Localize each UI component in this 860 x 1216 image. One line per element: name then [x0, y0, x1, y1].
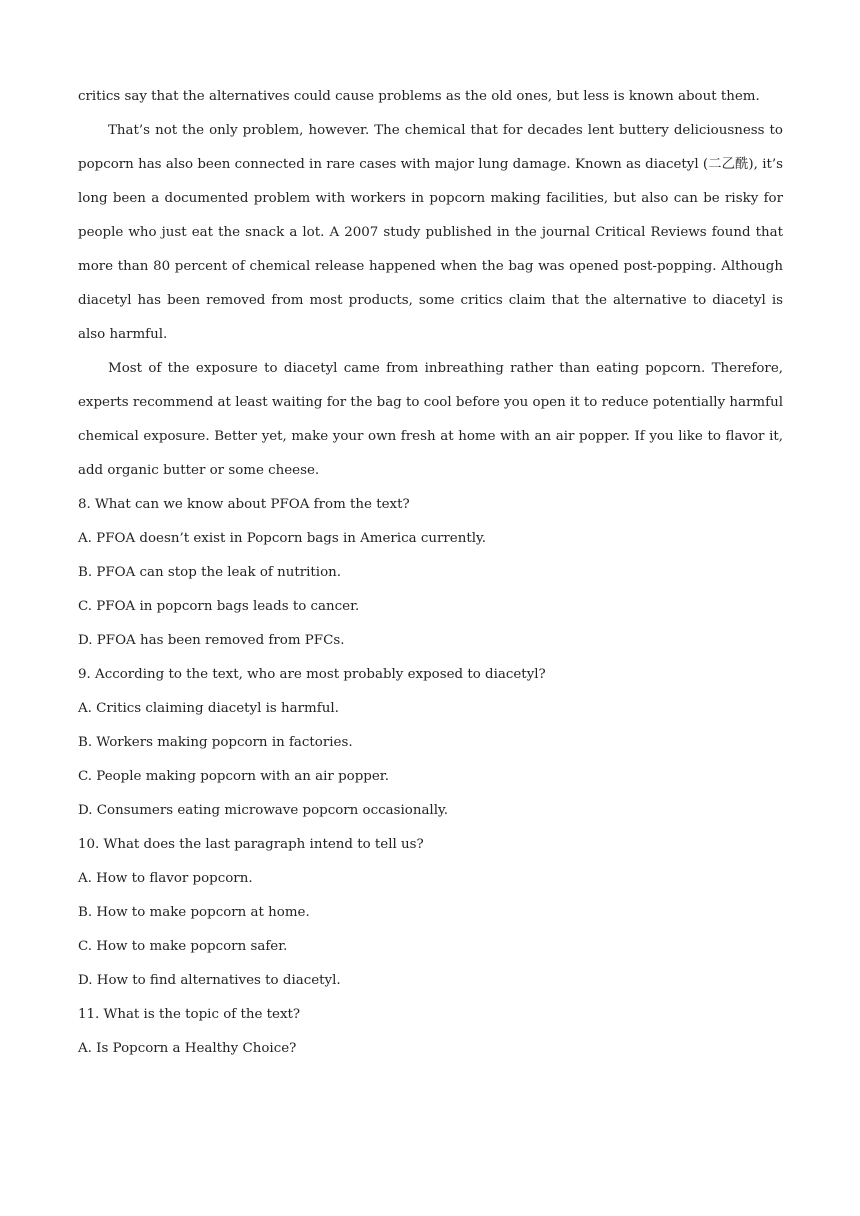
question-8-option-c: C. PFOA in popcorn bags leads to cancer. [78, 599, 360, 614]
question-9-option-d: D. Consumers eating microwave popcorn occasionally. [78, 803, 449, 818]
question-10-option-b: B. How to make popcorn at home. [78, 905, 310, 920]
question-10-option-d: D. How to find alternatives to diacetyl. [78, 973, 341, 988]
page-content [78, 80, 783, 1066]
passage-paragraph-2: That’s not the only problem, however. The chemical that for decades lent buttery deliciousness to popcorn has also been connected in rare cases with major lung damage. Known as diacetyl (二乙酰), it’s long been a documented problem with workers in popcorn making facilities, but also can be risky for people who just eat the snack a lot. A 2007 study published in the journal Critical Reviews found that more than 80 percent of chemical release happened when the bag was opened post-popping. Although diacetyl has been removed from most products, some critics claim that the alternative to diacetyl is also harmful. [78, 123, 783, 342]
question-9-option-b: B. Workers making popcorn in factories. [78, 735, 353, 750]
question-8: 8. What can we know about PFOA from the text? [78, 497, 410, 512]
question-9-option-c: C. People making popcorn with an air popper. [78, 769, 389, 784]
question-8-option-d: D. PFOA has been removed from PFCs. [78, 633, 345, 648]
question-9: 9. According to the text, who are most probably exposed to diacetyl? [78, 667, 546, 682]
question-11: 11. What is the topic of the text? [78, 1007, 301, 1022]
question-9-option-a: A. Critics claiming diacetyl is harmful. [78, 701, 339, 716]
question-11-option-a: A. Is Popcorn a Healthy Choice? [78, 1041, 297, 1056]
question-10-option-c: C. How to make popcorn safer. [78, 939, 288, 954]
question-8-option-b: B. PFOA can stop the leak of nutrition. [78, 565, 342, 580]
passage-paragraph-3: Most of the exposure to diacetyl came from inbreathing rather than eating popcorn. Therefore, experts recommend at least waiting for the bag to cool before you open it to reduce potentially harmful chemical exposure. Better yet, make your own fresh at home with an air popper. If you like to flavor it, add organic butter or some cheese. [78, 361, 783, 478]
question-10-option-a: A. How to flavor popcorn. [78, 871, 253, 886]
question-8-option-a: A. PFOA doesn’t exist in Popcorn bags in America currently. [78, 531, 487, 546]
question-10: 10. What does the last paragraph intend to tell us? [78, 837, 424, 852]
passage-paragraph-1: critics say that the alternatives could cause problems as the old ones, but less is known about them. [78, 89, 760, 104]
